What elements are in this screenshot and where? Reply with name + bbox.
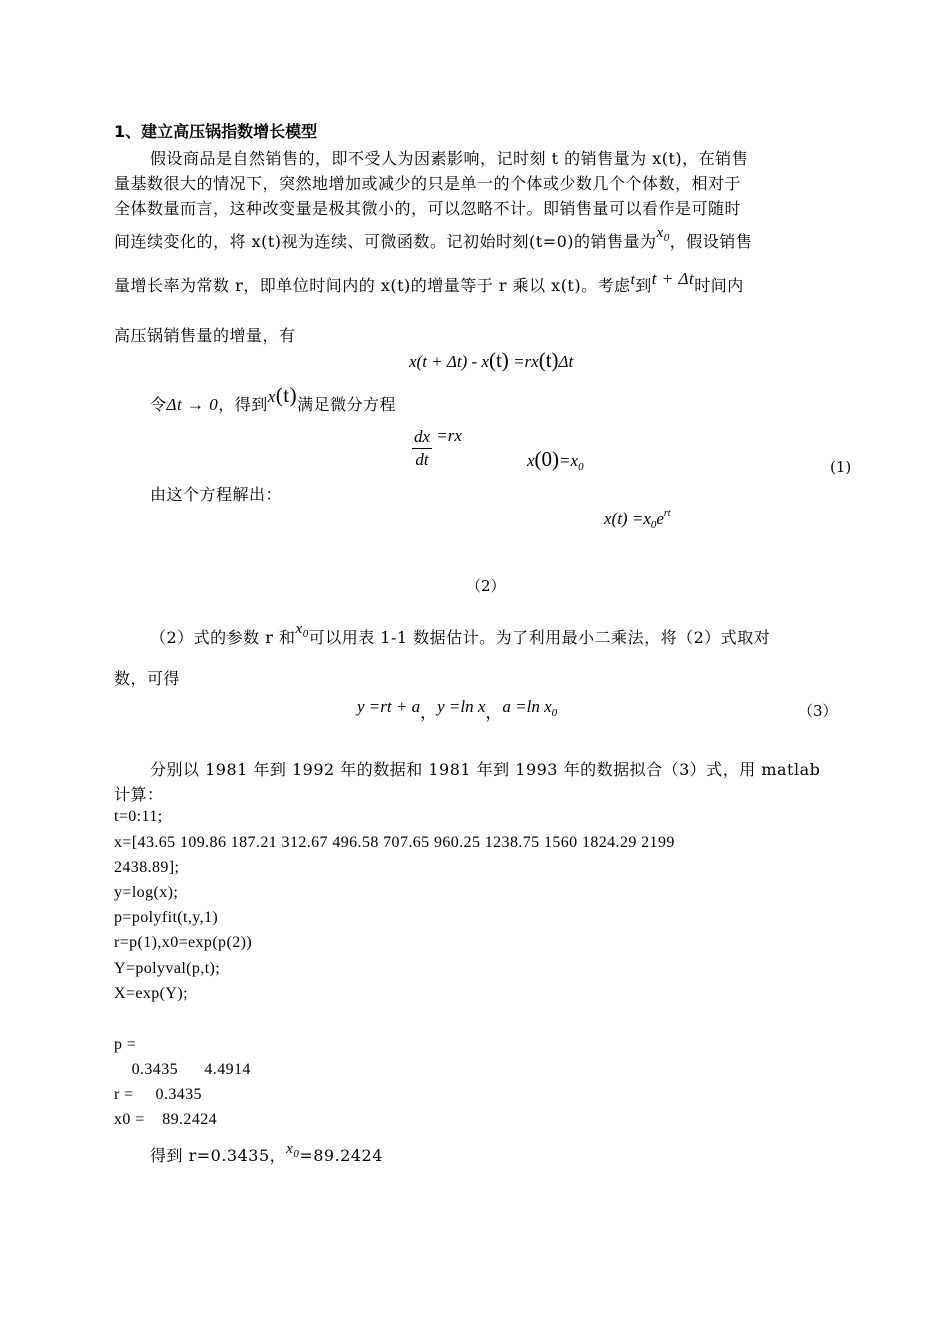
initial-condition <box>527 447 584 473</box>
output-line: p = <box>114 1036 137 1053</box>
eq-part: (t) <box>538 348 559 372</box>
text-span: 得到 r=0.3435， <box>150 1146 287 1165</box>
delta-equation <box>409 348 573 373</box>
eq-part: y =rt + a <box>357 697 421 716</box>
paragraph-line <box>114 225 753 254</box>
x-var: x <box>295 621 303 637</box>
equation-2 <box>604 508 671 531</box>
paragraph-line: 数，可得 <box>114 669 181 688</box>
text-span: （2）式的参数 r 和 <box>150 628 296 647</box>
x0-symbol <box>295 621 309 640</box>
xt-symbol <box>267 383 298 407</box>
subscript: 0 <box>551 707 558 719</box>
text-span: ，假设销售 <box>669 232 753 251</box>
output-line: r = 0.3435 <box>114 1086 202 1103</box>
subscript: 0 <box>650 519 657 531</box>
paren: (t) <box>275 383 298 407</box>
paragraph-line <box>150 383 397 416</box>
fraction-denominator: dt <box>415 450 429 469</box>
subscript: 0 <box>578 461 584 473</box>
code-line: 2438.89]; <box>114 859 180 876</box>
derivative-fraction <box>412 427 432 470</box>
code-line: r=p(1),x0=exp(p(2)) <box>114 934 253 951</box>
eq-part: x <box>527 451 535 470</box>
fraction-numerator: dx <box>412 427 432 449</box>
subscript: 0 <box>293 1148 300 1160</box>
x-var: x <box>267 387 276 406</box>
eq-part: x(t + Δt) - x <box>409 352 489 371</box>
code-line: p=polyfit(t,y,1) <box>114 909 219 926</box>
superscript: rt <box>663 508 671 519</box>
paragraph-line <box>150 621 771 650</box>
eq-part: x(t) =x <box>604 509 651 528</box>
paragraph-line: 分别以 1981 年到 1992 年的数据和 1981 年到 1993 年的数据拟合（3）式，用 matlab <box>150 760 821 779</box>
text-span: ，得到 <box>218 395 268 414</box>
equation-number: （3） <box>798 702 838 720</box>
code-line: t=0:11; <box>114 808 163 825</box>
code-line: X=exp(Y); <box>114 985 188 1002</box>
equation-3 <box>357 692 558 722</box>
paragraph-line: 计算： <box>114 785 164 804</box>
eq-separator: ， <box>485 703 503 722</box>
text-span: 量增长率为常数 r，即单位时间内的 x(t)的增量等于 r 乘以 x(t)。考虑 <box>114 276 631 295</box>
eq-separator: ， <box>420 703 438 722</box>
section-heading: 1、建立高压锅指数增长模型 <box>114 122 318 141</box>
x0-symbol <box>286 1141 300 1160</box>
eq-part: =rx <box>508 352 539 371</box>
t-symbol: t <box>630 272 636 288</box>
eq-part: =x <box>559 451 579 470</box>
paragraph-line: 量基数很大的情况下，突然地增加或减少的只是单一的个体或少数几个个体数，相对于 <box>114 174 742 193</box>
text-span: =89.2424 <box>299 1146 383 1165</box>
code-line: y=log(x); <box>114 884 179 901</box>
code-line: x=[43.65 109.86 187.21 312.67 496.58 707.65 960.25 1238.75 1560 1824.29 2199 <box>114 834 675 851</box>
eq-part: Δt <box>558 352 574 371</box>
result-line <box>150 1143 383 1168</box>
eq-rhs: =rx <box>436 426 462 446</box>
eq-part: (0) <box>534 447 560 471</box>
eq-part: y =ln x <box>437 697 486 716</box>
eq-part: a =ln x <box>502 697 552 716</box>
x0-symbol: $x_0$ <box>656 225 670 244</box>
code-line: Y=polyval(p,t); <box>114 960 221 977</box>
equation-number: （2） <box>466 577 506 595</box>
text-span: 可以用表 1-1 数据估计。为了利用最小二乘法，将（2）式取对 <box>308 628 771 647</box>
t-plus-delta-symbol: t + Δt <box>651 269 695 288</box>
eq-part: (t) <box>488 348 509 372</box>
output-line: 0.3435 4.4914 <box>114 1061 251 1078</box>
subscript: 0 <box>302 628 309 640</box>
paragraph-line <box>114 269 744 296</box>
equation-1 <box>412 427 462 470</box>
paragraph-line: 高压锅销售量的增量，有 <box>114 326 296 345</box>
subscript: 0 <box>663 232 670 244</box>
equation-number: (1) <box>830 458 852 476</box>
eq-part: e <box>656 509 664 528</box>
paragraph-line: 假设商品是自然销售的，即不受人为因素影响，记时刻 t 的销售量为 x(t)，在销售 <box>150 149 749 168</box>
text-span: 时间内 <box>694 276 744 295</box>
text-span: 令 <box>150 395 167 414</box>
text-span: 间连续变化的，将 x(t)视为连续、可微函数。记初始时刻(t=0)的销售量为 <box>114 232 657 251</box>
paragraph-line: 全体数量而言，这种改变量是极其微小的，可以忽略不计。即销售量可以看作是可随时 <box>114 199 742 218</box>
output-line: x0 = 89.2424 <box>114 1111 218 1128</box>
limit-condition: Δt → 0 <box>166 395 219 414</box>
x-var: x <box>286 1141 294 1157</box>
paragraph-line: 由这个方程解出： <box>150 485 283 504</box>
text-span: 满足微分方程 <box>297 395 397 414</box>
text-span: 到 <box>635 276 652 295</box>
